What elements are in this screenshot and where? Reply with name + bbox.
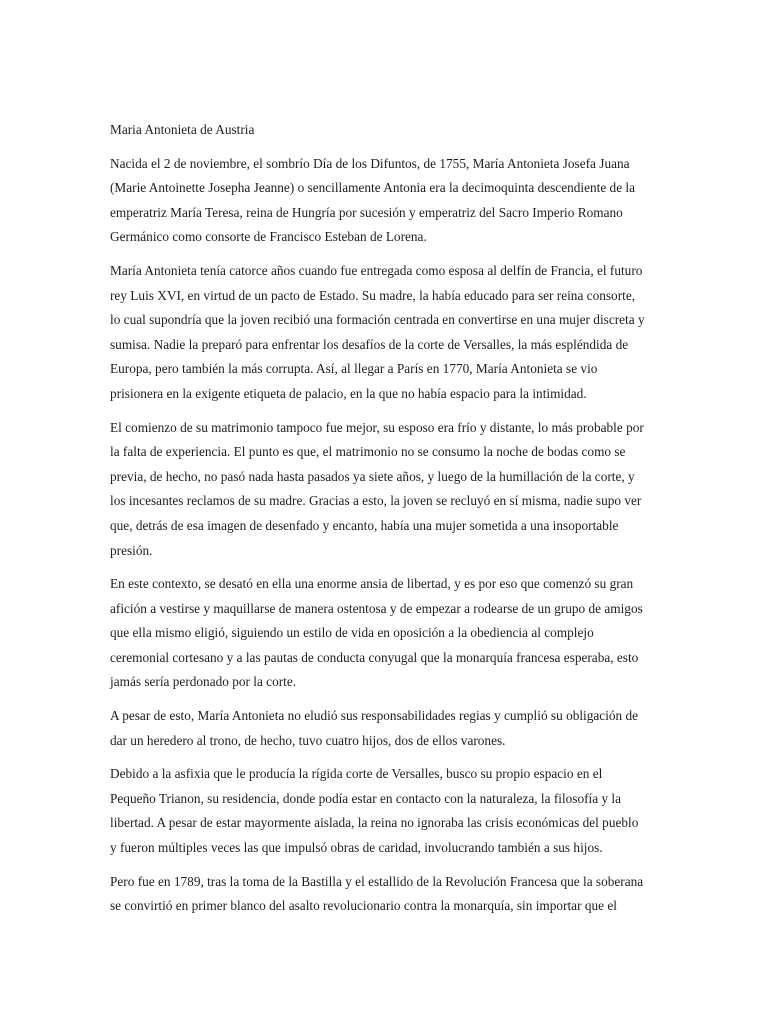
paragraph-line: Pequeño Trianon, su residencia, donde podía estar en contacto con la naturaleza, la filosofía y la [110, 790, 622, 806]
paragraph-marriage-pact [110, 259, 662, 407]
paragraph-heirs [110, 704, 662, 753]
document-page [110, 118, 662, 928]
paragraph-line: Debido a la asfixia que le producía la rígida corte de Versalles, busco su propio espacio en el [110, 766, 603, 782]
paragraph-line: prisionera en la exigente etiqueta de palacio, en la que no había espacio para la intimidad. [110, 385, 587, 401]
paragraph-marriage-start [110, 416, 662, 564]
paragraph-line: presión. [110, 542, 153, 558]
paragraph-line: El comienzo de su matrimonio tampoco fue mejor, su esposo era frío y distante, lo más probable por [110, 419, 644, 435]
paragraph-line: Pero fue en 1789, tras la toma de la Bastilla y el estallido de la Revolución Francesa que la soberana [110, 873, 644, 889]
paragraph-line: rey Luis XVI, en virtud de un pacto de Estado. Su madre, la había educado para ser reina consorte, [110, 287, 636, 303]
paragraph-line: previa, de hecho, no pasó nada hasta pasados ya siete años, y luego de la humillación de la corte, y [110, 468, 635, 484]
paragraph-line: Europa, pero también la más corrupta. Así, al llegar a París en 1770, María Antonieta se vio [110, 361, 598, 377]
paragraph-line: que, detrás de esa imagen de desenfado y encanto, había una mujer sometida a una insoportable [110, 517, 619, 533]
paragraph-line: emperatriz María Teresa, reina de Hungría por sucesión y emperatriz del Sacro Imperio Romano [110, 204, 623, 220]
paragraph-trianon [110, 762, 662, 860]
paragraph-freedom [110, 572, 662, 695]
paragraph-line: jamás sería perdonado por la corte. [110, 674, 297, 690]
paragraph-line: sumisa. Nadie la preparó para enfrentar los desafíos de la corte de Versalles, la más espléndida de [110, 336, 629, 352]
paragraph-line: Nacida el 2 de noviembre, el sombrío Día de los Difuntos, de 1755, María Antonieta Josefa Juana [110, 155, 630, 171]
paragraph-line: dar un heredero al trono, de hecho, tuvo cuatro hijos, dos de ellos varones. [110, 732, 506, 748]
paragraph-line: A pesar de esto, María Antonieta no eludió sus responsabilidades regias y cumplió su obligación de [110, 708, 639, 724]
paragraph-line: se convirtió en primer blanco del asalto revolucionario contra la monarquía, sin importar que el [110, 898, 617, 914]
paragraph-line: los incesantes reclamos de su madre. Gracias a esto, la joven se recluyó en sí misma, nadie supo ver [110, 493, 642, 509]
paragraph-line: lo cual supondría que la joven recibió una formación centrada en convertirse en una mujer discreta y [110, 312, 645, 328]
paragraph-line: (Marie Antoinette Josepha Jeanne) o sencillamente Antonia era la decimoquinta descendiente de la [110, 180, 636, 196]
paragraph-line: En este contexto, se desató en ella una enorme ansia de libertad, y es por eso que comenzó su gran [110, 576, 634, 592]
paragraph-line: afición a vestirse y maquillarse de manera ostentosa y de empezar a rodearse de un grupo de amigos [110, 600, 643, 616]
paragraph-revolution [110, 870, 662, 919]
paragraph-line: María Antonieta tenía catorce años cuando fue entregada como esposa al delfín de Francia, el futuro [110, 262, 643, 278]
paragraph-line: ceremonial cortesano y a las pautas de conducta conyugal que la monarquía francesa esperaba, esto [110, 649, 639, 665]
paragraph-line: la falta de experiencia. El punto es que, el matrimonio no se consumo la noche de bodas como se [110, 444, 626, 460]
document-title: Maria Antonieta de Austria [110, 122, 255, 137]
paragraph-birth [110, 152, 662, 250]
paragraph-line: y fueron múltiples veces las que impulsó obras de caridad, involucrando también a sus hijos. [110, 840, 603, 856]
paragraph-line: que ella mismo eligió, siguiendo un estilo de vida en oposición a la obediencia al complejo [110, 625, 594, 641]
paragraph-line: Germánico como consorte de Francisco Esteban de Lorena. [110, 229, 427, 245]
paragraph-line: libertad. A pesar de estar mayormente aislada, la reina no ignoraba las crisis económicas del pueblo [110, 815, 639, 831]
